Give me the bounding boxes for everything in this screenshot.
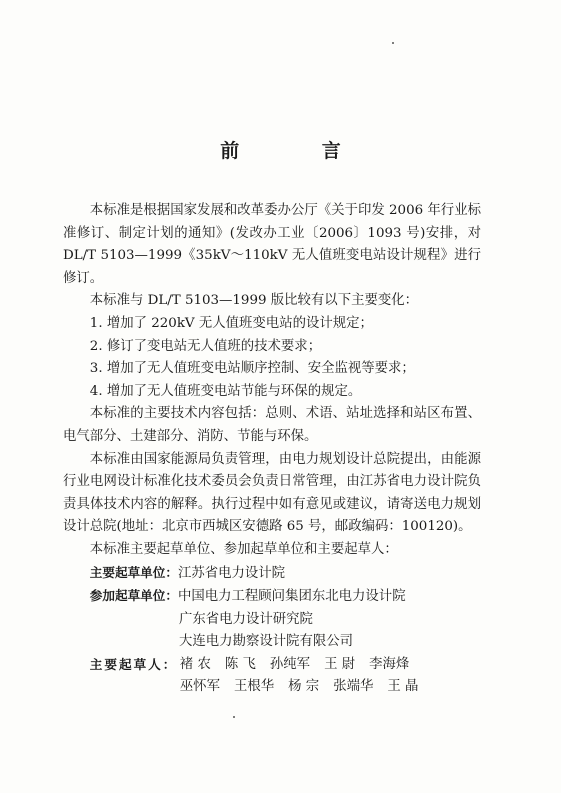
drafter-name: 巫怀军	[179, 679, 220, 695]
change-item-4: 4. 增加了无人值班变电站节能与环保的规定。	[89, 383, 362, 399]
main-unit-label: 主要起草单位：	[89, 564, 178, 580]
drafter-name: 王 尉	[324, 656, 356, 672]
drafter-name: 褚 农	[179, 656, 211, 672]
preface-body	[63, 200, 481, 699]
main-drafting-unit	[63, 562, 481, 586]
participating-unit-3: 大连电力勘察设计院有限公司	[179, 634, 354, 650]
paragraph-management: 本标准由国家能源局负责管理，由电力规划设计总院提出，由能源行业电网设计标准化技术委员会负责日常管理，由江苏省电力设计院负责具体技术内容的解释。执行过程中如有意见或建议，请寄送电力规划设计总院(地址：北京市西城区安德路 65 号，邮政编码：100120)。	[63, 451, 481, 535]
scan-speck	[233, 716, 235, 718]
drafter-name: 王根华	[233, 679, 275, 695]
change-item-2: 2. 修订了变电站无人值班的技术要求；	[89, 338, 322, 354]
drafter-name: 李海烽	[369, 656, 410, 672]
drafters-row-2	[63, 676, 481, 699]
paragraph-drafters-intro: 本标准主要起草单位、参加起草单位和主要起草人：	[89, 541, 398, 557]
drafter-name: 杨 宗	[288, 679, 320, 695]
participating-unit-1	[63, 585, 481, 609]
change-item-3: 3. 增加了无人值班变电站顺序控制、安全监视等要求；	[89, 361, 415, 377]
drafter-name: 孙纯军	[269, 656, 311, 672]
drafter-name: 王 晶	[387, 679, 419, 695]
drafter-name: 张端华	[333, 679, 374, 695]
paragraph-contents: 本标准的主要技术内容包括：总则、术语、站址选择和站区布置、电气部分、土建部分、消防、节能与环保。	[63, 406, 481, 444]
scan-speck	[392, 42, 394, 44]
page-title: 前 言	[220, 140, 379, 162]
change-item-1: 1. 增加了 220kV 无人值班变电站的设计规定；	[89, 315, 373, 331]
participating-unit-2: 广东省电力设计研究院	[179, 611, 313, 627]
drafters-label: 主要起草人：	[89, 656, 178, 672]
drafter-name: 陈 飞	[224, 656, 256, 672]
participating-unit-name: 中国电力工程顾问集团东北电力设计院	[177, 589, 406, 605]
paragraph-changes-intro: 本标准与 DL/T 5103—1999 版比较有以下主要变化：	[89, 293, 419, 309]
paragraph-basis: 本标准是根据国家发展和改革委办公厅《关于印发 2006 年行业标准修订、制定计划的通知》(发改办工业〔2006〕1093 号)安排，对 DL/T 5103—1999《35kV～110kV 无人值班变电站设计规程》进行修订。	[63, 203, 481, 286]
drafters-row-1	[63, 654, 481, 677]
participating-label: 参加起草单位：	[89, 588, 178, 604]
main-unit-name: 江苏省电力设计院	[177, 565, 286, 581]
